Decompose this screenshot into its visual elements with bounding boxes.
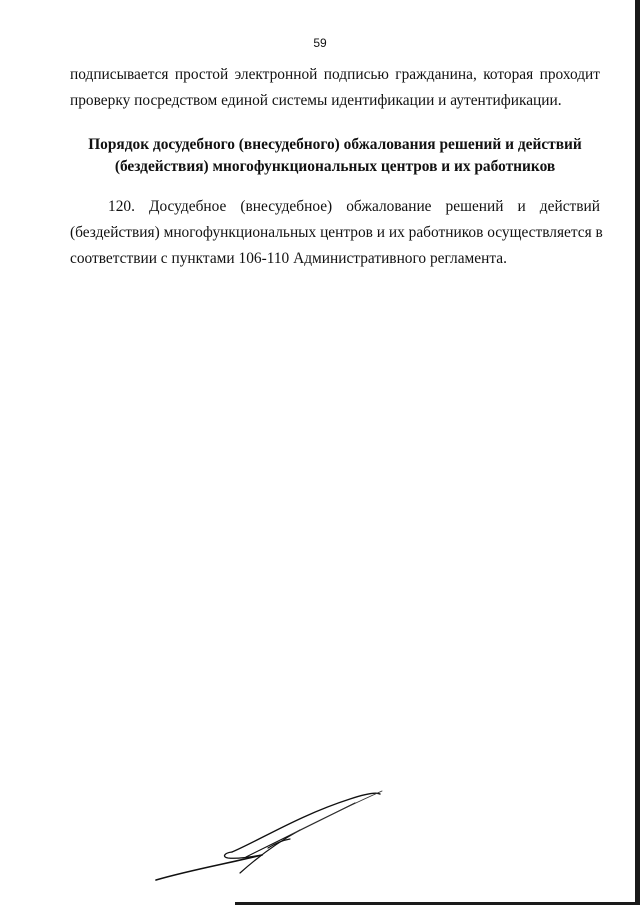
scan-edge-right xyxy=(635,0,640,905)
heading-line: (бездействия) многофункциональных центров и их работников xyxy=(114,158,556,175)
handwritten-signature xyxy=(150,785,390,885)
paragraph-line: соответствии с пунктами 106-110 Административного регламента. xyxy=(70,250,507,267)
heading-line: Порядок досудебного (внесудебного) обжалования решений и действий xyxy=(88,136,582,153)
paragraph-line: подписывается простой электронной подписью гражданина, которая проходит xyxy=(70,66,600,83)
paragraph-line-text: 120. Досудебное (внесудебное) обжалование решений и действий xyxy=(108,198,600,215)
paragraph-line: (бездействия) многофункциональных центров и их работников осуществляется в xyxy=(70,224,603,241)
paragraph-line-first xyxy=(70,194,600,220)
paragraph-120 xyxy=(70,194,603,272)
page-number: 59 xyxy=(313,36,327,50)
section-heading xyxy=(70,134,600,178)
paragraph-continuation xyxy=(70,62,600,114)
paragraph-line: проверку посредством единой системы идентификации и аутентификации. xyxy=(70,92,562,109)
